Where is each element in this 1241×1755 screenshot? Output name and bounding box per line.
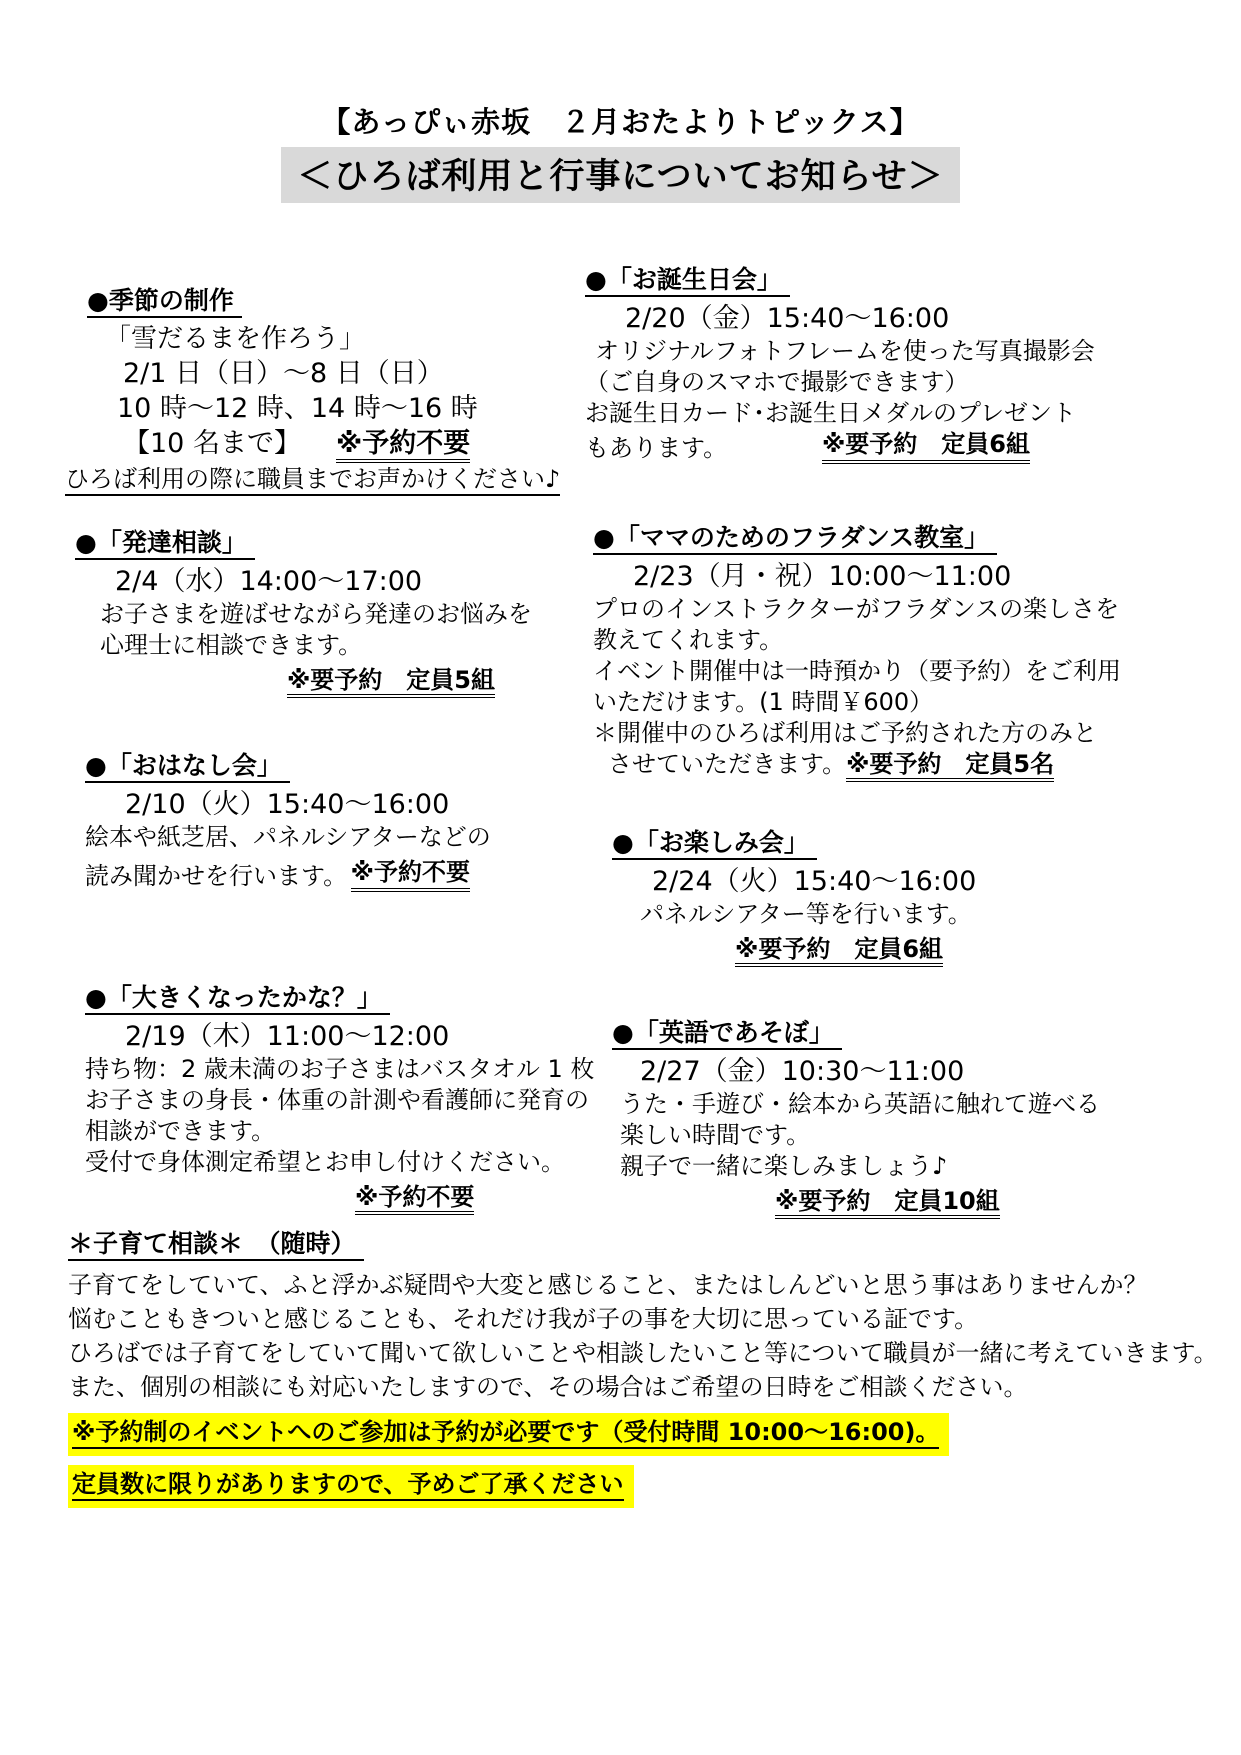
section-growth-check [85,980,595,1213]
event-desc: お子さまを遊ばせながら発達のお悩みを [100,600,532,628]
consult-paragraph: 悩むこともきついと感じることも、それだけ我が子の事を大切に思っている証です。 [68,1305,979,1333]
section-heading-text: ●「大きくなったかな？」 [85,983,390,1015]
section-heading-text: ＊子育て相談＊ （随時） [68,1229,364,1261]
event-desc: お誕生日カード･お誕生日メダルのプレゼント [585,399,1077,427]
event-desc: 教えてくれます。 [593,626,784,654]
reservation-note: ※予約不要 [336,428,470,463]
highlight-notice-text: ※予約制のイベントへのご参加は予約が必要です（受付時間 10:00～16:00)。 [72,1418,939,1449]
event-desc: パネルシアター等を行います。 [640,900,972,928]
section-heading [85,980,530,1016]
section-heading [68,1226,1193,1262]
section-heading-text: ●「ママのためのフラダンス教室」 [593,523,997,555]
highlight-box [68,1465,634,1508]
section-heading-text: ●季節の制作 [87,286,242,318]
highlight-notice-text: 定員数に限りがありますので、予めご了承ください [72,1470,624,1501]
section-birthday-party [585,262,1095,464]
reservation-note: ※予約不要 [351,857,470,892]
section-fun-gathering [612,825,1032,965]
reservation-note: ※要予約 定員5組 [287,666,495,698]
section-hula-dance-class [593,520,1121,780]
consult-paragraph: 子育てをしていて、ふと浮かぶ疑問や大変と感じること、またはしんどいと思う事はありませんか？ [68,1271,1148,1299]
event-desc: 心理士に相談できます。 [100,631,363,659]
highlight-notice-line [68,1465,1193,1508]
page-subtitle-row [0,147,1241,203]
section-development-consultation [75,525,532,696]
section-heading [585,262,1045,298]
event-name: 「雪だるまを作ろう」 [105,324,366,354]
reservation-note-line [75,665,495,696]
section-heading [87,283,520,319]
event-date: 2/24（火）15:40～16:00 [652,866,977,897]
event-desc: 親子で一緒に楽しみましょう♪ [620,1152,948,1180]
event-date: 2/20（金）15:40～16:00 [625,303,950,334]
event-desc: イベント開催中は一時預かり（要予約）をご利用 [593,657,1121,685]
section-story-time [85,748,505,892]
section-heading-text: ●「お誕生日会」 [585,265,790,297]
section-parenting-consultation [68,1226,1218,1508]
event-date: 2/27（金）10:30～11:00 [640,1056,965,1087]
section-heading [593,520,1045,556]
consult-paragraph: また、個別の相談にも対応いたしますので、その場合はご希望の日時をご相談ください。 [68,1373,1028,1401]
reservation-note: ※要予約 定員10組 [775,1187,1000,1219]
event-desc: （ご自身のスマホで撮影できます） [585,368,969,396]
section-heading [612,1015,1052,1051]
page-subtitle: ＜ひろば利用と行事についてお知らせ＞ [281,147,959,203]
event-desc: ＊開催中のひろば利用はご予約された方のみと [593,719,1097,747]
reservation-note-line [735,934,1032,965]
section-heading [75,525,495,561]
highlight-notice-line [68,1413,1193,1456]
event-capacity: 【10 名まで】 [123,428,301,459]
event-date: 2/10（火）15:40～16:00 [125,789,450,820]
event-date: 2/23（月・祝）10:00～11:00 [633,561,1012,592]
reservation-note-line [355,1182,530,1213]
reservation-note: ※要予約 定員6組 [735,935,943,967]
section-heading [612,825,1032,861]
event-desc: いただけます。(1 時間￥600） [593,688,934,716]
event-footer-text: ひろば利用の際に職員までお声かけください♪ [65,465,560,496]
section-heading [85,748,505,784]
section-heading-text: ●「お楽しみ会」 [612,828,817,860]
event-desc: 楽しい時間です。 [620,1121,811,1149]
reservation-note: ※予約不要 [355,1183,474,1215]
event-capacity-line [123,426,520,461]
event-desc: オリジナルフォトフレームを使った写真撮影会 [595,337,1095,365]
section-seasonal-craft [65,283,561,496]
event-desc: 受付で身体測定希望とお申し付けください。 [85,1148,565,1176]
event-desc: 読み聞かせを行います。 [85,862,348,890]
event-desc-note-line [608,749,1055,780]
event-desc: プロのインストラクターがフラダンスの楽しさを [593,595,1120,623]
reservation-note-line [775,1186,1052,1217]
event-desc-note-line [85,857,505,892]
event-desc: させていただきます。 [608,750,847,778]
reservation-note: ※要予約 定員5名 [846,750,1054,782]
section-heading-text: ●「発達相談」 [75,528,255,560]
event-desc: 相談ができます。 [85,1117,276,1145]
event-desc: 持ち物：2 歳未満のお子さまはバスタオル 1 枚 [85,1055,595,1083]
event-desc: もあります。 [585,434,728,462]
event-footer [65,462,561,496]
section-english-play [612,1015,1100,1217]
event-date: 2/1 日（日）～8 日（日） [123,358,444,389]
event-desc: お子さまの身長・体重の計測や看護師に発育の [85,1086,589,1114]
event-desc: うた・手遊び・絵本から英語に触れて遊べる [620,1090,1100,1118]
event-desc-note-line [585,429,1045,464]
highlight-box [68,1413,949,1456]
section-heading-text: ●「英語であそぼ」 [612,1018,842,1050]
event-desc: 絵本や紙芝居、パネルシアターなどの [85,823,491,851]
reservation-note: ※要予約 定員6組 [822,429,1030,464]
event-date: 2/19（木）11:00～12:00 [125,1021,450,1052]
page-title: 【あっぴぃ赤坂 ２月おたよりトピックス】 [321,105,920,139]
event-date: 2/4（水）14:00～17:00 [115,566,423,597]
consult-paragraph: ひろばでは子育てをしていて聞いて欲しいことや相談したいこと等について職員が一緒に考えていきます。 [68,1339,1218,1367]
section-heading-text: ●「おはなし会」 [85,751,290,783]
event-time: 10 時～12 時、14 時～16 時 [117,393,478,424]
